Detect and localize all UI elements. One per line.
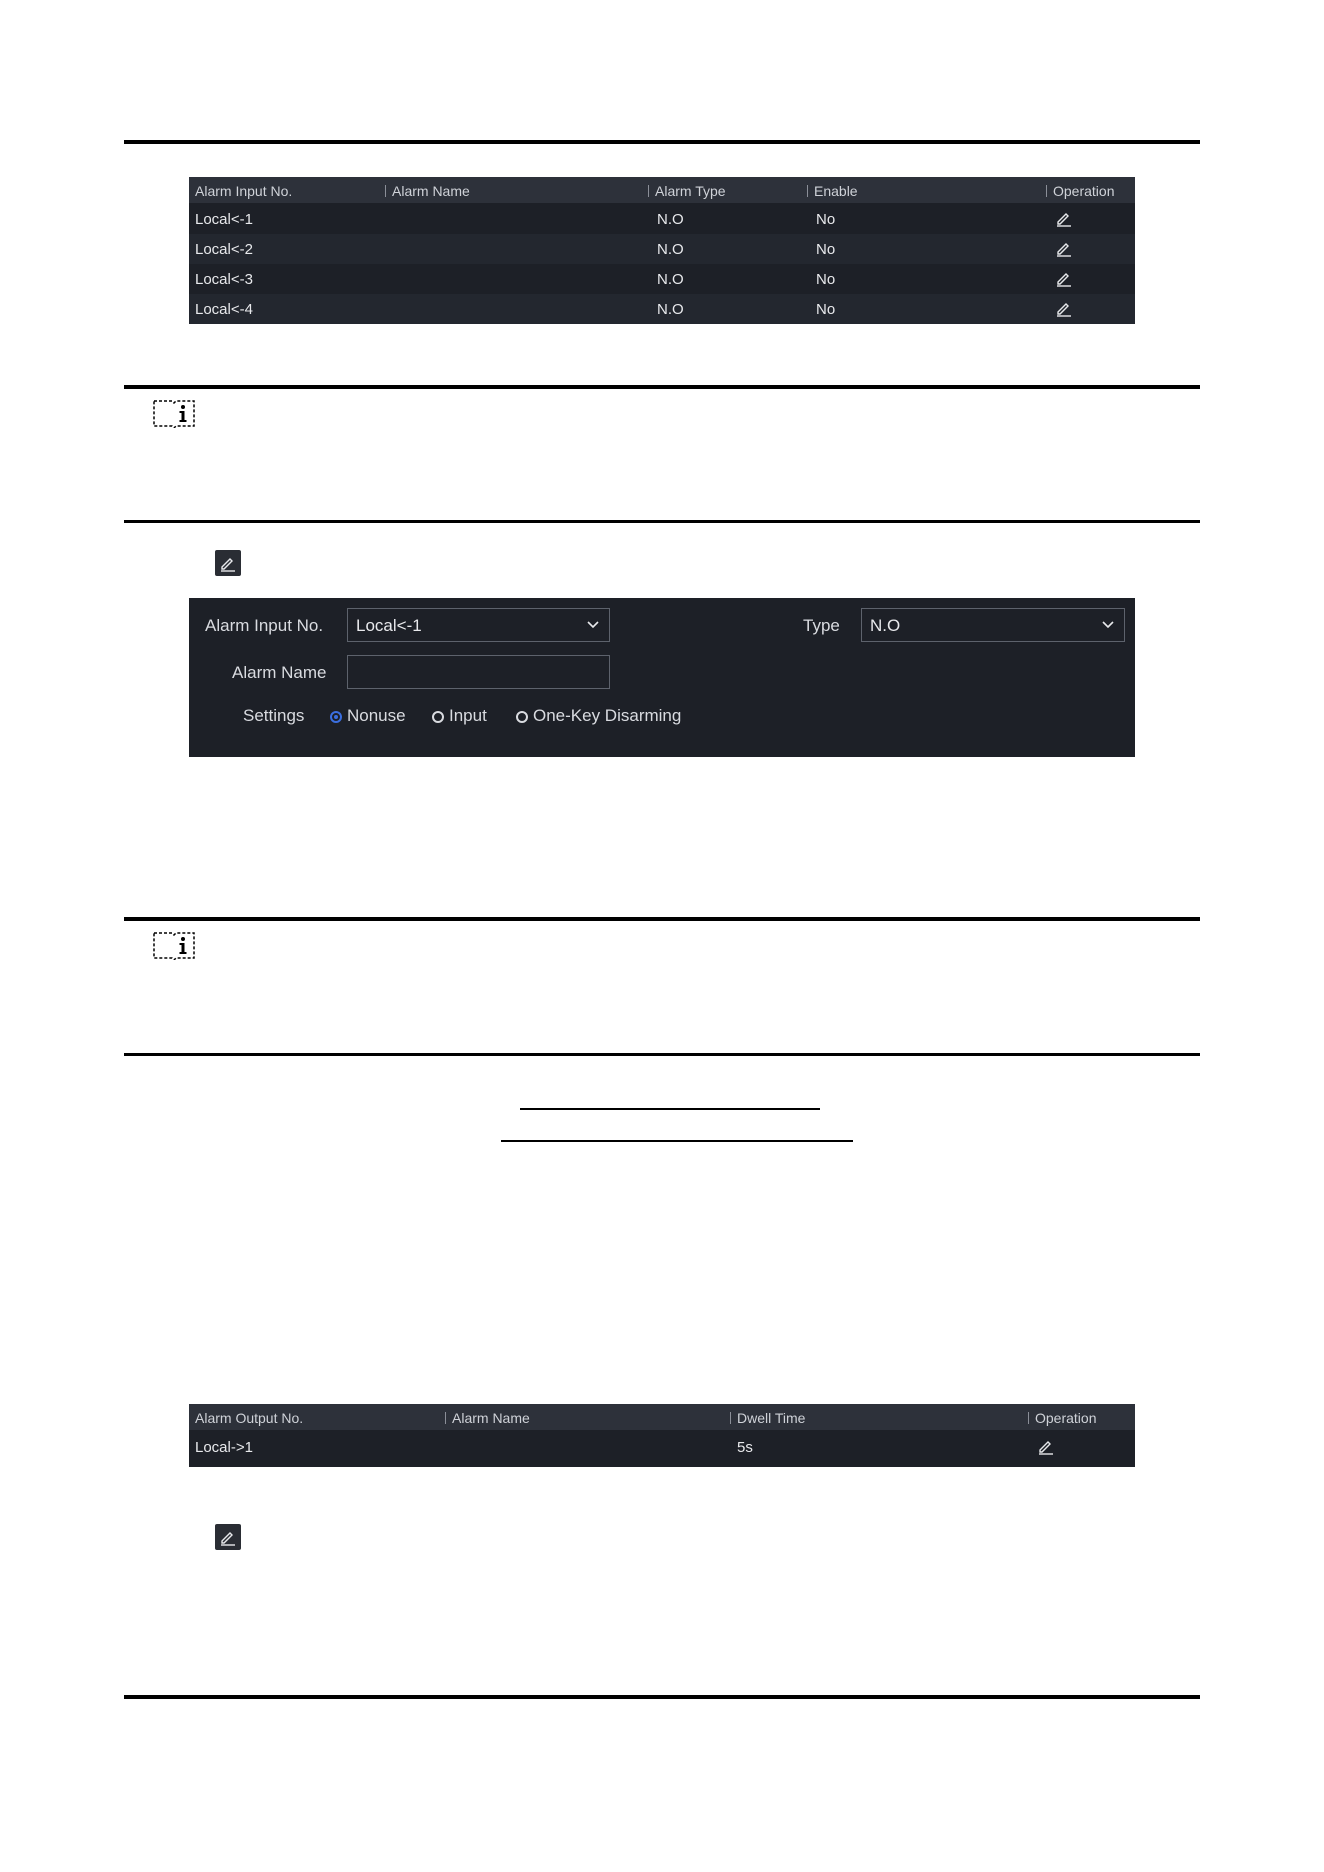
pencil-edit-icon[interactable] <box>1055 269 1073 287</box>
note-book-icon <box>152 930 196 960</box>
pencil-edit-icon[interactable] <box>1055 239 1073 257</box>
cell-alarm-input-no: Local<-1 <box>195 211 253 228</box>
cell-alarm-type: N.O <box>657 271 684 288</box>
alarm-input-settings-panel <box>189 598 1135 757</box>
header-alarm-output-no: Alarm Output No. <box>195 1410 304 1426</box>
header-alarm-input-no: Alarm Input No. <box>195 183 293 199</box>
caption-underline <box>520 1108 820 1110</box>
cell-alarm-type: N.O <box>657 301 684 318</box>
radio-one-key-disarming[interactable]: One-Key Disarming <box>516 706 681 726</box>
pencil-edit-icon[interactable] <box>1055 299 1073 317</box>
header-alarm-type: Alarm Type <box>648 183 726 199</box>
table-row[interactable] <box>189 204 1135 234</box>
note-bottom-rule <box>124 1053 1200 1056</box>
note-top-rule <box>124 385 1200 389</box>
pencil-edit-icon[interactable] <box>1055 209 1073 227</box>
cell-dwell-time: 5s <box>737 1439 753 1456</box>
radio-nonuse[interactable]: Nonuse <box>330 706 406 726</box>
cell-alarm-input-no: Local<-2 <box>195 241 253 258</box>
header-dwell-time: Dwell Time <box>730 1410 805 1426</box>
cell-alarm-input-no: Local<-3 <box>195 271 253 288</box>
footer-rule <box>124 1695 1200 1699</box>
header-rule <box>124 140 1200 144</box>
radio-input[interactable]: Input <box>432 706 487 726</box>
note-top-rule <box>124 917 1200 921</box>
table-row[interactable] <box>189 294 1135 324</box>
cell-alarm-type: N.O <box>657 241 684 258</box>
pencil-edit-icon[interactable] <box>1037 1437 1055 1455</box>
settings-label: Settings <box>243 706 305 725</box>
header-alarm-name: Alarm Name <box>385 183 470 199</box>
pencil-edit-icon <box>215 1524 241 1550</box>
table-header <box>189 177 1135 203</box>
cell-alarm-output-no: Local->1 <box>195 1439 253 1456</box>
note-book-icon <box>152 398 196 428</box>
alarm-input-no-label: Alarm Input No. <box>205 616 324 635</box>
header-operation: Operation <box>1028 1410 1096 1426</box>
header-alarm-name: Alarm Name <box>445 1410 530 1426</box>
header-enable: Enable <box>807 183 858 199</box>
alarm-input-no-select[interactable]: Local<-1 <box>347 608 610 642</box>
table-row[interactable] <box>189 1432 1135 1462</box>
header-operation: Operation <box>1046 183 1114 199</box>
chevron-down-icon <box>1102 621 1114 629</box>
cell-enable: No <box>816 211 836 228</box>
type-select[interactable]: N.O <box>861 608 1125 642</box>
alarm-output-table <box>189 1404 1135 1467</box>
caption-underline <box>501 1140 853 1142</box>
type-label: Type <box>803 616 840 635</box>
note-bottom-rule <box>124 520 1200 523</box>
chevron-down-icon <box>587 621 599 629</box>
alarm-name-label: Alarm Name <box>232 663 327 682</box>
cell-alarm-input-no: Local<-4 <box>195 301 253 318</box>
cell-enable: No <box>816 271 836 288</box>
alarm-input-table <box>189 177 1135 324</box>
table-header <box>189 1404 1135 1430</box>
table-row[interactable] <box>189 264 1135 294</box>
pencil-edit-icon <box>215 550 241 576</box>
cell-enable: No <box>816 241 836 258</box>
table-row[interactable] <box>189 234 1135 264</box>
cell-enable: No <box>816 301 836 318</box>
alarm-name-input[interactable] <box>347 655 610 689</box>
cell-alarm-type: N.O <box>657 211 684 228</box>
